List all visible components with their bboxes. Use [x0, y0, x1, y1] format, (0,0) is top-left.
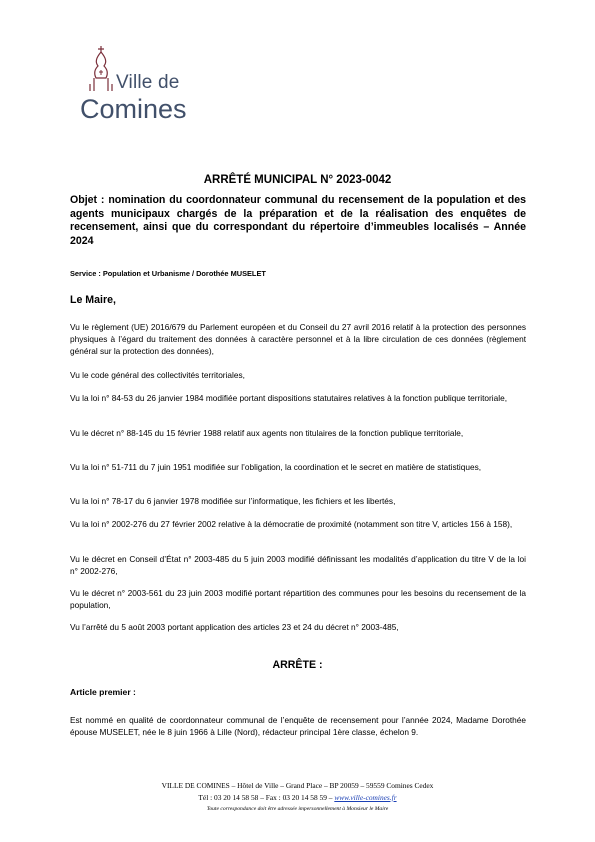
- footer-website-link[interactable]: www.ville-comines.fr: [334, 793, 397, 802]
- church-tower-logo-icon: [86, 44, 116, 92]
- vu-paragraph: Vu la loi n° 84-53 du 26 janvier 1984 modifiée portant dispositions statutaires relatives à la fonction publique territoriale,: [70, 393, 508, 403]
- document-subject: Objet : nomination du coordonnateur communal du recensement de la population et des agents municipaux chargés de la préparation et de la réalisation des enquêtes de recensement, ainsi que du correspondant du répertoire d’immeubles localisés – Année 2024: [70, 194, 526, 247]
- logo-text-ville-de: Ville de: [116, 72, 180, 93]
- vu-paragraph: Vu le règlement (UE) 2016/679 du Parlement européen et du Conseil du 27 avril 2016 relatif à la protection des personnes physiques à l’égard du traitement des données à caractère personnel et à la libre circulation de ces données (règlement général sur la protection des données),: [70, 322, 526, 356]
- vu-paragraph: Vu la loi n° 51-711 du 7 juin 1951 modifiée sur l’obligation, la coordination et le secret en matière de statistiques,: [70, 462, 482, 472]
- vu-paragraph: Vu le code général des collectivités territoriales,: [70, 370, 245, 380]
- logo-text-comines: Comines: [80, 94, 187, 124]
- arrete-heading: ARRÊTE :: [272, 659, 323, 671]
- document-title: ARRÊTÉ MUNICIPAL N° 2023-0042: [203, 174, 392, 186]
- article-body: Est nommé en qualité de coordonnateur communal de l’enquête de recensement pour l’année 2024, Madame Dorothée épouse MUSELET, née le 8 juin 1966 à Lille (Nord), rédacteur principal 1ère classe, échelon 9.: [70, 715, 526, 737]
- service-line: Service : Population et Urbanisme / Dorothée MUSELET: [70, 269, 266, 278]
- footer-address: VILLE DE COMINES – Hôtel de Ville – Grand Place – BP 20059 – 59559 Comines Cedex: [161, 781, 434, 790]
- footer-contact: [0, 793, 595, 802]
- vu-paragraph: Vu la loi n° 2002-276 du 27 février 2002 relative à la démocratie de proximité (notamment son titre V, articles 156 à 158),: [70, 519, 513, 529]
- footer-note: Toute correspondance doit être adressée impersonnellement à Monsieur le Maire: [206, 806, 389, 812]
- article-title: Article premier :: [70, 687, 136, 697]
- footer-phone-fax: Tél : 03 20 14 58 58 – Fax : 03 20 14 58 59 –: [198, 793, 335, 802]
- vu-paragraph: Vu la loi n° 78-17 du 6 janvier 1978 modifiée sur l’informatique, les fichiers et les libertés,: [70, 496, 396, 506]
- vu-paragraph: Vu le décret en Conseil d’État n° 2003-485 du 5 juin 2003 modifié définissant les modalités d’application du titre V de la loi n° 2002-276,: [70, 554, 526, 576]
- vu-paragraph: Vu le décret n° 88-145 du 15 février 1988 relatif aux agents non titulaires de la fonction publique territoriale,: [70, 428, 464, 438]
- city-logo: [80, 44, 200, 128]
- vu-paragraph: Vu le décret n° 2003-561 du 23 juin 2003 modifié portant répartition des communes pour les besoins du recensement de la population,: [70, 588, 526, 610]
- maire-heading: Le Maire,: [70, 294, 116, 306]
- vu-paragraph: Vu l’arrêté du 5 août 2003 portant application des articles 23 et 24 du décret n° 2003-485,: [70, 622, 399, 632]
